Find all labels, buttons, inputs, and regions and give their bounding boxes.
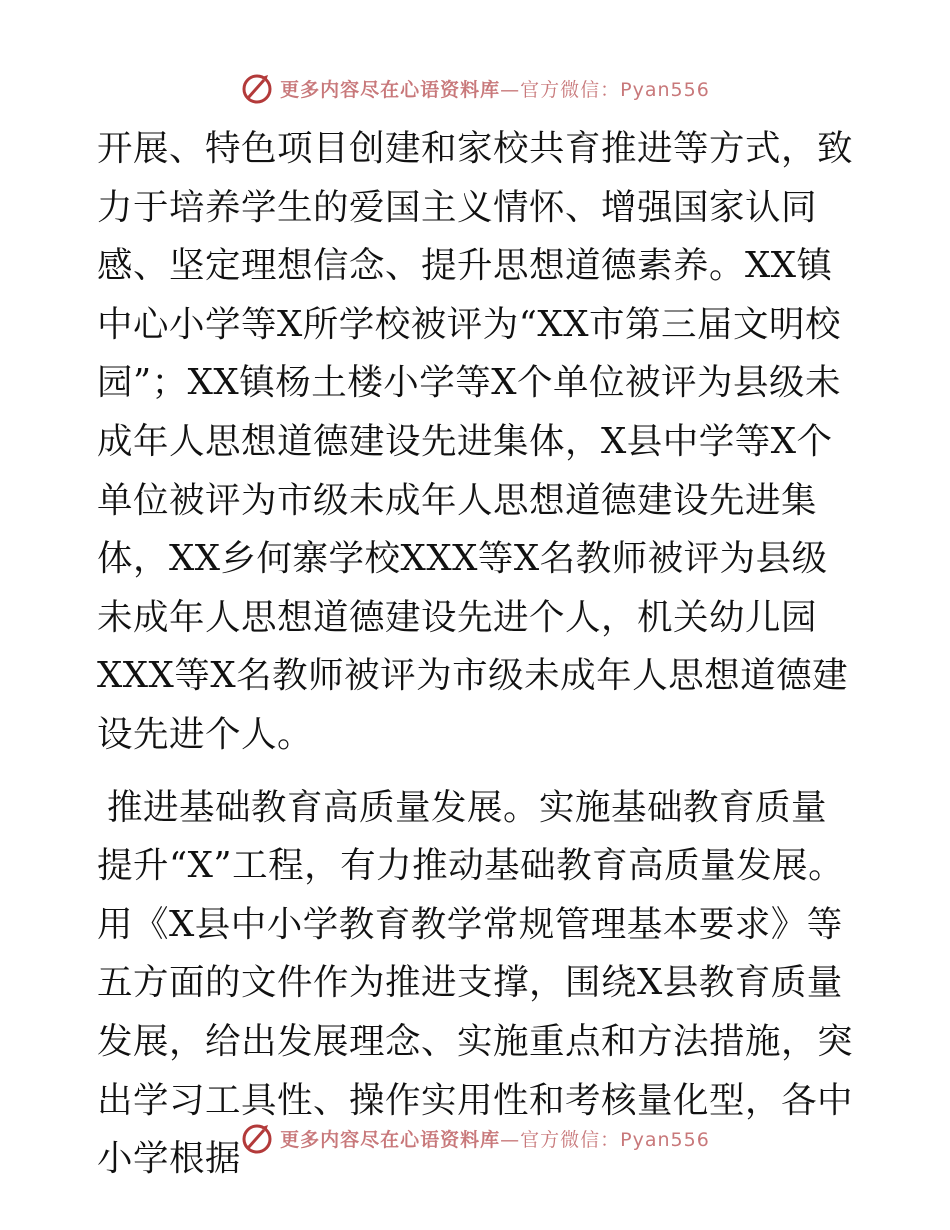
watermark-separator: —: [500, 1128, 521, 1151]
header-watermark: [0, 68, 950, 108]
watermark-contact-text: 官方微信：Pyan556: [520, 78, 710, 101]
logo-icon: [240, 1121, 274, 1155]
watermark-site-text: 更多内容尽在心语资料库: [280, 78, 501, 101]
watermark-contact-text: 官方微信：Pyan556: [520, 1128, 710, 1151]
paragraph-2: 推进基础教育高质量发展。实施基础教育质量提升“X”工程，有力推动基础教育高质量发展。用《X县中小学教育教学常规管理基本要求》等五方面的文件作为推进支撑，围绕X县教育质量发展，给出发展理念、实施重点和方法措施，突出学习工具性、操作实用性和考核量化型，各中小学根据: [97, 786, 854, 1180]
watermark-site-text: 更多内容尽在心语资料库: [280, 1128, 501, 1151]
watermark-separator: —: [500, 78, 521, 101]
footer-watermark: [0, 1118, 950, 1158]
document-body: [97, 120, 857, 1189]
logo-icon: [240, 71, 274, 105]
paragraph-1: 开展、特色项目创建和家校共育推进等方式，致力于培养学生的爱国主义情怀、增强国家认同感、坚定理想信念、提升思想道德素养。XX镇中心小学等X所学校被评为“XX市第三届文明校园”；XX镇杨土楼小学等X个单位被评为县级未成年人思想道德建设先进集体，X县中学等X个单位被评为市级未成年人思想道德建设先进集体，XX乡何寨学校XXX等X名教师被评为县级未成年人思想道德建设先进个人，机关幼儿园XXX等X名教师被评为市级未成年人思想道德建设先进个人。: [97, 128, 854, 755]
